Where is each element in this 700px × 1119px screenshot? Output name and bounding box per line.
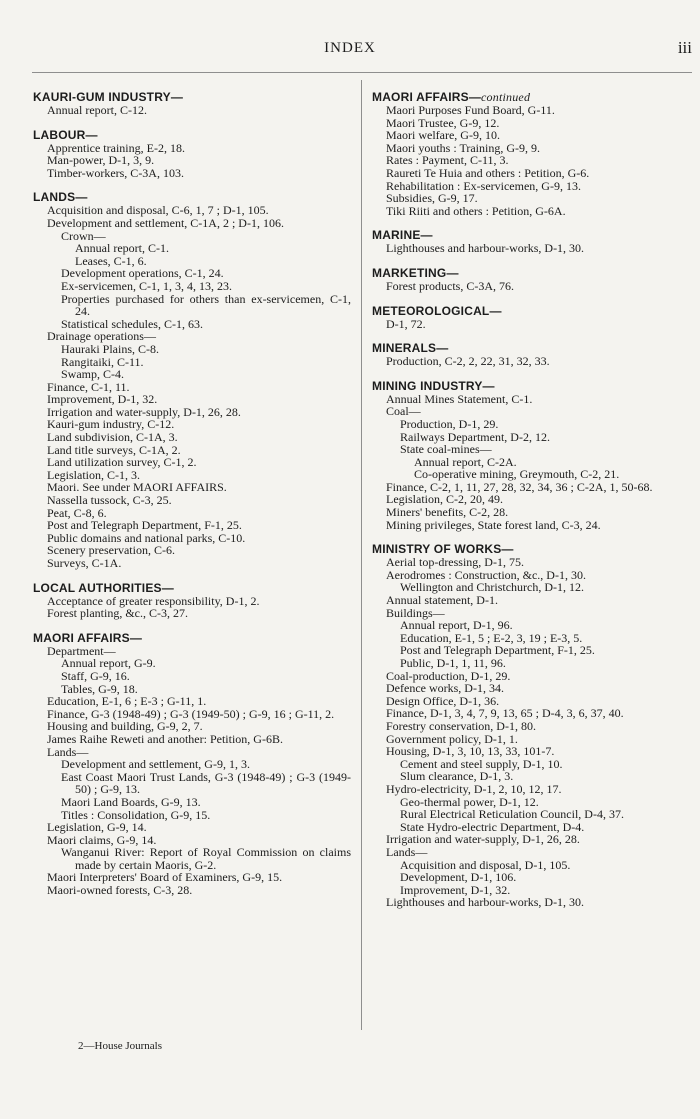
section-heading [33, 128, 351, 142]
index-entry: Maori Interpreters' Board of Examiners, G-9, 15. [47, 870, 283, 885]
index-entry: Railways Department, D-2, 12. [400, 429, 550, 444]
index-entry: Coal— [386, 404, 421, 419]
page-header [0, 36, 700, 60]
index-entry: Irrigation and water-supply, D-1, 26, 28. [47, 404, 241, 419]
index-entry: Titles : Consolidation, G-9, 15. [61, 807, 211, 822]
section-heading [372, 341, 690, 355]
index-entry: Improvement, D-1, 32. [47, 392, 158, 407]
section-heading [372, 228, 690, 242]
index-entry: Annual report, C-12. [47, 103, 147, 117]
index-entry: Nassella tussock, C-3, 25. [47, 493, 172, 508]
index-entry: Staff, G-9, 16. [61, 668, 130, 683]
index-entry: Man-power, D-1, 3, 9. [47, 153, 155, 168]
index-entry: Buildings— [386, 605, 445, 620]
index-entry: Defence works, D-1, 34. [386, 681, 504, 696]
index-entry: Maori Purposes Fund Board, G-11. [386, 103, 555, 117]
index-entry: Coal-production, D-1, 29. [386, 668, 511, 683]
index-entry: Statistical schedules, C-1, 63. [61, 316, 203, 331]
index-entry: Crown— [61, 228, 106, 243]
index-entry: Annual report, C-1. [75, 241, 169, 256]
section-heading-text: MINERALS— [372, 341, 449, 356]
index-entry: Hauraki Plains, C-8. [61, 341, 159, 356]
index-entry: Education, E-1, 5 ; E-2, 3, 19 ; E-3, 5. [400, 630, 583, 645]
index-entry: Tiki Riiti and others : Petition, G-6A. [386, 203, 566, 218]
index-entry: East Coast Maori Trust Lands, G-3 (1948-49) ; G-3 (1949-50) ; G-9, 13. [61, 769, 351, 797]
index-entry: Finance, C-1, 11. [47, 379, 130, 394]
index-section [33, 190, 351, 569]
index-section [372, 542, 690, 909]
index-entry: Development and settlement, G-9, 1, 3. [61, 757, 250, 772]
index-entry: Maori. See under MAORI AFFAIRS. [47, 480, 227, 495]
index-entry: Rehabilitation : Ex-servicemen, G-9, 13. [386, 178, 581, 193]
index-entry: Geo-thermal power, D-1, 12. [400, 794, 539, 809]
index-entry: Public, D-1, 1, 11, 96. [400, 656, 506, 670]
index-entry: James Raihe Reweti and another: Petition, G-6B. [47, 731, 283, 746]
section-heading-text: METEOROLOGICAL— [372, 303, 502, 318]
index-entry: Lighthouses and harbour-works, D-1, 30. [386, 895, 585, 910]
section-heading [372, 379, 690, 393]
index-entry: Legislation, G-9, 14. [47, 820, 147, 835]
index-entry: Land subdivision, C-1A, 3. [47, 430, 178, 445]
index-entry: Production, C-2, 2, 22, 31, 32, 33. [386, 354, 550, 369]
index-entry: Post and Telegraph Department, F-1, 25. [400, 643, 595, 658]
index-entry: Peat, C-8, 6. [47, 505, 107, 520]
index-entry: Slum clearance, D-1, 3. [400, 769, 514, 784]
index-entry: Hydro-electricity, D-1, 2, 10, 12, 17. [386, 781, 562, 796]
index-entry: Finance, C-2, 1, 11, 27, 28, 32, 34, 36 ; C-2A, 1, 50-68. [386, 479, 653, 494]
index-entry: Education, E-1, 6 ; E-3 ; G-11, 1. [47, 694, 207, 709]
index-section [372, 90, 690, 217]
index-entry: Co-operative mining, Greymouth, C-2, 21. [414, 467, 620, 482]
section-heading-text: LANDS— [33, 190, 88, 205]
index-entry: Kauri-gum industry, C-12. [47, 417, 175, 432]
index-section [33, 631, 351, 897]
index-entry: Forest planting, &c., C-3, 27. [47, 606, 188, 621]
index-entry: Maori Trustee, G-9, 12. [386, 115, 500, 130]
index-entry: Maori-owned forests, C-3, 28. [47, 883, 193, 898]
index-entry: Ex-servicemen, C-1, 1, 3, 4, 13, 23. [61, 278, 232, 293]
section-heading [372, 266, 690, 280]
index-entry: Timber-workers, C-3A, 103. [47, 165, 184, 180]
index-entry: Tables, G-9, 18. [61, 681, 138, 696]
index-entry: Forestry conservation, D-1, 80. [386, 718, 536, 733]
index-section [372, 228, 690, 255]
index-entry: Annual report, C-2A. [414, 454, 517, 469]
index-section [372, 379, 690, 532]
section-heading-text: MAORI AFFAIRS— [372, 90, 482, 104]
section-heading [33, 581, 351, 595]
index-section [372, 266, 690, 293]
index-entry: Surveys, C-1A. [47, 556, 122, 570]
section-heading-text: MINING INDUSTRY— [372, 378, 495, 393]
index-entry: Development and settlement, C-1A, 2 ; D-1, 106. [47, 215, 284, 230]
index-entry: Rates : Payment, C-11, 3. [386, 153, 509, 168]
section-heading-text: MARKETING— [372, 265, 459, 280]
header-rule [32, 72, 692, 73]
index-entry: Design Office, D-1, 36. [386, 693, 500, 708]
index-section [372, 341, 690, 368]
index-entry: Improvement, D-1, 32. [400, 882, 511, 897]
index-entry: Swamp, C-4. [61, 367, 124, 382]
section-heading-text: LOCAL AUTHORITIES— [33, 580, 174, 595]
index-entry: Lands— [386, 844, 428, 859]
section-heading [372, 304, 690, 318]
section-heading-text: KAURI-GUM INDUSTRY— [33, 90, 184, 104]
index-entry: Subsidies, G-9, 17. [386, 191, 478, 206]
index-entry: Scenery preservation, C-6. [47, 543, 175, 558]
index-entry: Development operations, C-1, 24. [61, 266, 224, 281]
index-entry: Mining privileges, State forest land, C-3, 24. [386, 517, 601, 532]
index-entry: Finance, D-1, 3, 4, 7, 9, 13, 65 ; D-4, 3, 6, 37, 40. [386, 706, 624, 721]
section-heading [372, 90, 690, 104]
index-entry: Legislation, C-1, 3. [47, 467, 140, 482]
index-entry: Miners' benefits, C-2, 28. [386, 505, 509, 520]
index-entry: D-1, 72. [386, 316, 426, 331]
index-entry: Maori youths : Training, G-9, 9. [386, 140, 541, 155]
left-column [33, 90, 351, 908]
index-entry: Maori claims, G-9, 14. [47, 832, 157, 847]
index-entry: Government policy, D-1, 1. [386, 731, 518, 746]
index-entry: Annual report, G-9. [61, 656, 156, 671]
index-entry: Department— [47, 643, 116, 658]
index-entry: Rural Electrical Reticulation Council, D-4, 37. [400, 807, 624, 822]
index-entry: Wellington and Christchurch, D-1, 12. [400, 580, 585, 595]
index-entry: Drainage operations— [47, 329, 156, 344]
index-entry: Acquisition and disposal, D-1, 105. [400, 857, 571, 872]
page-title: INDEX [324, 40, 376, 56]
index-entry: Lighthouses and harbour-works, D-1, 30. [386, 241, 585, 256]
section-heading [33, 631, 351, 645]
index-entry: Annual Mines Statement, C-1. [386, 391, 533, 406]
section-heading-text: MAORI AFFAIRS— [33, 630, 143, 645]
index-entry: Lands— [47, 744, 89, 759]
index-entry: Post and Telegraph Department, F-1, 25. [47, 518, 242, 533]
continued-label: continued [481, 90, 531, 104]
section-heading-text: MINISTRY OF WORKS— [372, 542, 514, 557]
signature-mark: 2—House Journals [78, 1040, 163, 1052]
index-entry: Land utilization survey, C-1, 2. [47, 455, 197, 470]
index-entry: Raureti Te Huia and others : Petition, G-6. [386, 165, 590, 180]
page-number: iii [677, 38, 692, 57]
index-entry: Aerial top-dressing, D-1, 75. [386, 555, 524, 570]
index-entry: Properties purchased for others than ex-servicemen, C-1, 24. [61, 291, 351, 319]
index-section [33, 90, 351, 117]
index-entry: Wanganui River: Report of Royal Commission on claims made by certain Maoris, G-2. [61, 845, 351, 872]
index-entry: Forest products, C-3A, 76. [386, 278, 514, 293]
section-heading [372, 542, 690, 556]
index-entry: Acceptance of greater responsibility, D-1, 2. [47, 593, 260, 608]
index-entry: Public domains and national parks, C-10. [47, 530, 246, 545]
index-entry: Housing, D-1, 3, 10, 13, 33, 101-7. [386, 744, 555, 759]
index-entry: Maori Land Boards, G-9, 13. [61, 794, 201, 809]
index-entry: Housing and building, G-9, 2, 7. [47, 719, 203, 734]
index-entry: Leases, C-1, 6. [75, 253, 147, 268]
section-heading-text: LABOUR— [33, 127, 98, 142]
index-entry: Irrigation and water-supply, D-1, 26, 28. [386, 832, 580, 847]
index-entry: Land title surveys, C-1A, 2. [47, 442, 181, 457]
index-entry: Apprentice training, E-2, 18. [47, 140, 185, 155]
index-entry: Maori welfare, G-9, 10. [386, 128, 500, 143]
column-divider [361, 80, 362, 1030]
index-entry: Annual report, D-1, 96. [400, 618, 513, 633]
index-entry: Legislation, C-2, 20, 49. [386, 492, 503, 507]
index-entry: Rangitaiki, C-11. [61, 354, 144, 369]
index-entry: Cement and steel supply, D-1, 10. [400, 756, 563, 771]
index-entry: Acquisition and disposal, C-6, 1, 7 ; D-1, 105. [47, 203, 269, 218]
section-heading [33, 190, 351, 204]
index-entry: Annual statement, D-1. [386, 593, 498, 608]
index-entry: Aerodromes : Construction, &c., D-1, 30. [386, 567, 586, 582]
index-entry: Development, D-1, 106. [400, 870, 517, 885]
index-section [33, 581, 351, 620]
right-column [372, 90, 690, 920]
section-heading [33, 90, 351, 104]
index-entry: Finance, G-3 (1948-49) ; G-3 (1949-50) ; G-9, 16 ; G-11, 2. [47, 706, 335, 721]
index-section [372, 304, 690, 331]
index-section [33, 128, 351, 180]
index-entry: Production, D-1, 29. [400, 416, 499, 431]
section-heading-text: MARINE— [372, 228, 433, 243]
index-entry: State Hydro-electric Department, D-4. [400, 819, 585, 834]
index-entry: State coal-mines— [400, 442, 492, 457]
